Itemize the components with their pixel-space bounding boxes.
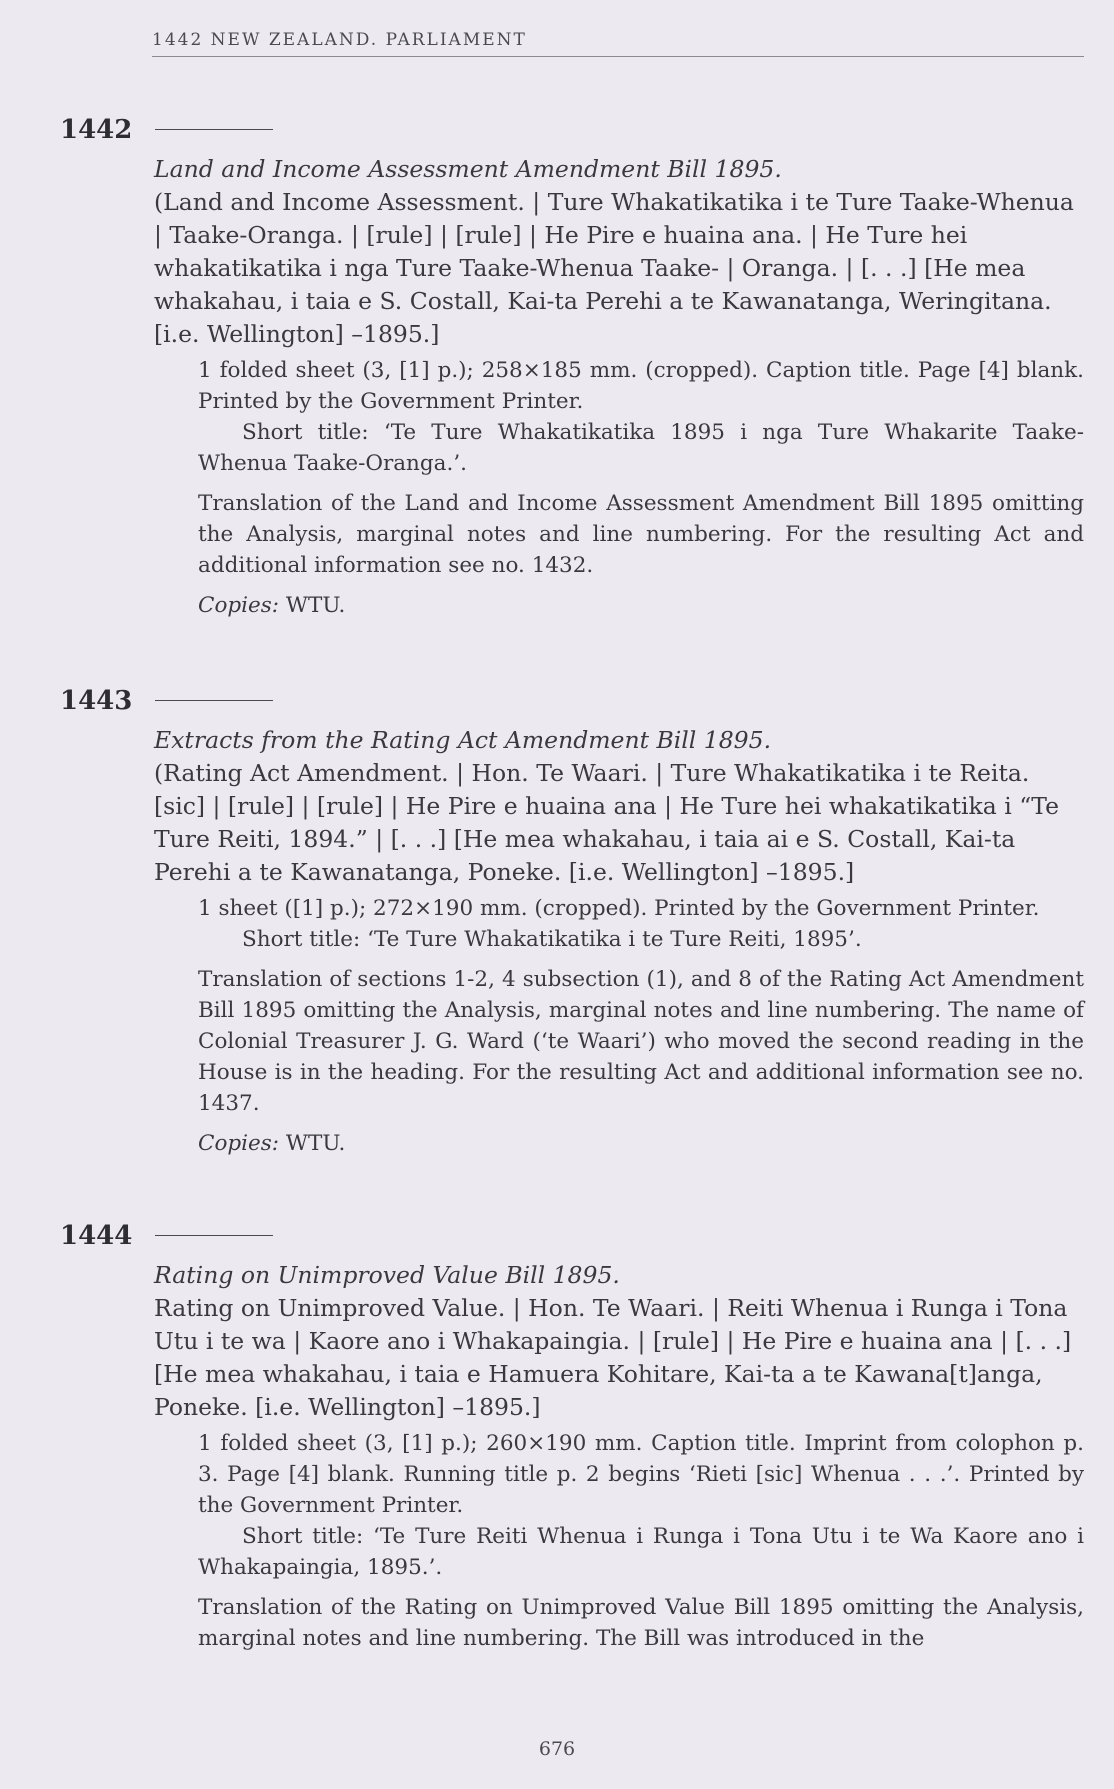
- entry-body: [154, 724, 1084, 1159]
- entry-notes: [198, 355, 1084, 621]
- entry-title: Rating on Unimproved Value Bill 1895.: [154, 1261, 620, 1289]
- author-dash: [155, 129, 273, 130]
- physical-description: 1 sheet ([1] p.); 272×190 mm. (cropped). Printed by the Government Printer.: [198, 896, 1040, 921]
- entry-title: Land and Income Assessment Amendment Bill 1895.: [154, 155, 782, 183]
- physical-description: 1 folded sheet (3, [1] p.); 260×190 mm. Caption title. Imprint from colophon p. 3. Page [4] blank. Running title p. 2 begins ‘Rieti [sic] Whenua . . .’. Printed by the Government Printer.: [198, 1431, 1084, 1518]
- copies-label: Copies:: [198, 593, 280, 618]
- copies-value: WTU.: [279, 593, 346, 618]
- entry-number: 1442: [60, 115, 133, 145]
- short-title: Short title: ‘Te Ture Whakatikatika 1895 i nga Ture Whakarite Taake-Whenua Taake-Oranga.’.: [198, 420, 1084, 476]
- short-title: Short title: ‘Te Ture Whakatikatika i te Ture Reiti, 1895’.: [242, 927, 862, 952]
- entry-number: 1443: [60, 686, 133, 716]
- physical-description: 1 folded sheet (3, [1] p.); 258×185 mm. (cropped). Caption title. Page [4] blank. Printed by the Government Printer.: [198, 358, 1084, 414]
- title-transcription: (Land and Income Assessment. | Ture Whakatikatika i te Ture Taake-Whenua | Taake-Oranga. | [rule] | [rule] | He Pire e huaina ana. | He Ture hei whakatikatika i nga Ture Taake-Whenua Taake- | Oranga. | [. . .] [He mea whakahau, i taia e S. Costall, Kai-ta Perehi a te Kawanatanga, Weringitana. [i.e. Wellington] –1895.]: [154, 188, 1074, 348]
- author-dash: [155, 700, 273, 701]
- copies-label: Copies:: [198, 1131, 280, 1156]
- entry-body: [154, 1259, 1084, 1654]
- entry-body: [154, 153, 1084, 621]
- entry-notes: [198, 1428, 1084, 1654]
- copies-value: WTU.: [279, 1131, 346, 1156]
- short-title: Short title: ‘Te Ture Reiti Whenua i Runga i Tona Utu i te Wa Kaore ano i Whakapaingia, 1895.’.: [198, 1524, 1084, 1580]
- title-transcription: (Rating Act Amendment. | Hon. Te Waari. | Ture Whakatikatika i te Reita. [sic] | [rule] | [rule] | He Pire e huaina ana | He Ture hei whakatikatika i “Te Ture Reiti, 1894.” | [. . .] [He mea whakahau, i taia ai e S. Costall, Kai-ta Perehi a te Kawanatanga, Poneke. [i.e. Wellington] –1895.]: [154, 759, 1059, 886]
- running-header: 1442 NEW ZEALAND. PARLIAMENT: [152, 30, 1084, 57]
- entry-title: Extracts from the Rating Act Amendment Bill 1895.: [154, 726, 772, 754]
- translation-note: Translation of the Land and Income Assessment Amendment Bill 1895 omitting the Analysis, marginal notes and line numbering. For the resulting Act and additional information see no. 1432.: [198, 491, 1084, 578]
- entry-notes: [198, 893, 1084, 1159]
- copies-line: [198, 590, 1084, 621]
- author-dash: [155, 1235, 273, 1236]
- title-transcription: Rating on Unimproved Value. | Hon. Te Waari. | Reiti Whenua i Runga i Tona Utu i te wa | Kaore ano i Whakapaingia. | [rule] | He Pire e huaina ana | [. . .] [He mea whakahau, i taia e Hamuera Kohitare, Kai-ta a te Kawana[t]anga, Poneke. [i.e. Wellington] –1895.]: [154, 1294, 1072, 1421]
- page-number: 676: [538, 1738, 576, 1760]
- translation-note: Translation of the Rating on Unimproved Value Bill 1895 omitting the Analysis, marginal notes and line numbering. The Bill was introduced in the: [198, 1595, 1084, 1651]
- copies-line: [198, 1128, 1084, 1159]
- entry-number: 1444: [60, 1221, 133, 1251]
- translation-note: Translation of sections 1-2, 4 subsection (1), and 8 of the Rating Act Amendment Bill 1895 omitting the Analysis, marginal notes and line numbering. The name of Colonial Treasurer J. G. Ward (‘te Waari’) who moved the second reading in the House is in the heading. For the resulting Act and additional information see no. 1437.: [198, 967, 1084, 1116]
